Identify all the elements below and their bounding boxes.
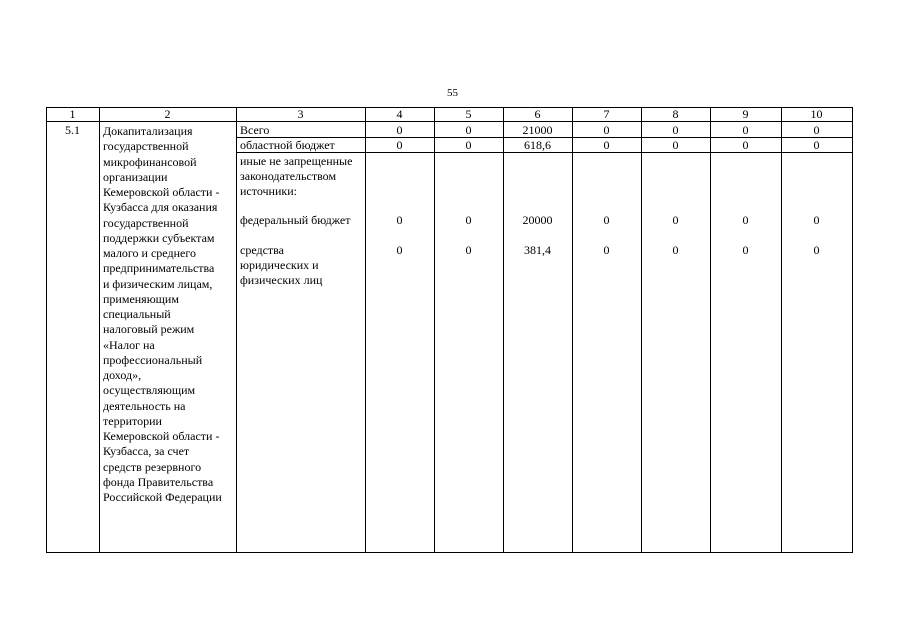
value-cell: 0 [603,243,610,257]
header-cell: 7 [603,107,610,121]
table-border-left [46,107,47,553]
value-cell: 0 [465,123,472,137]
column-divider [641,107,642,553]
value-cell: 21000 [522,123,553,137]
header-cell: 2 [164,107,171,121]
header-cell: 4 [396,107,403,121]
value-cell: 0 [813,243,820,257]
source-label-legal-entities: средства юридических и физических лиц [240,243,323,287]
table-border-bottom [46,552,853,553]
source-label-total: Всего [240,123,270,137]
value-cell: 0 [603,213,610,227]
value-cell: 0 [603,123,610,137]
column-divider [710,107,711,553]
value-cell: 0 [465,138,472,152]
value-cell: 0 [742,213,749,227]
value-cell: 0 [603,138,610,152]
value-cell: 0 [396,213,403,227]
value-cell: 0 [742,123,749,137]
value-cell: 20000 [522,213,553,227]
source-label-federal-budget: федеральный бюджет [240,213,351,227]
column-divider [99,107,100,553]
value-cell: 0 [813,123,820,137]
header-cell: 5 [465,107,472,121]
value-cell: 381,4 [524,243,551,257]
funding-table [46,107,853,553]
value-cell: 0 [672,123,679,137]
header-cell: 3 [297,107,304,121]
value-cell: 0 [396,243,403,257]
value-cell: 0 [742,138,749,152]
column-divider [434,107,435,553]
header-cell: 9 [742,107,749,121]
value-cell: 0 [396,123,403,137]
value-cell: 618,6 [524,138,551,152]
value-cell: 0 [465,243,472,257]
header-cell: 8 [672,107,679,121]
column-divider [572,107,573,553]
header-cell: 6 [534,107,541,121]
table-border-right [852,107,853,553]
value-cell: 0 [465,213,472,227]
source-label-other-sources: иные не запрещенные законодательством источники: [240,154,353,198]
value-cell: 0 [672,243,679,257]
value-cell: 0 [813,138,820,152]
column-divider [781,107,782,553]
value-cell: 0 [742,243,749,257]
header-cell: 1 [69,107,76,121]
source-label-regional-budget: областной бюджет [240,138,335,152]
header-cell: 10 [810,107,823,121]
page-number: 55 [447,87,458,99]
value-cell: 0 [672,213,679,227]
row-number: 5.1 [65,123,80,137]
value-cell: 0 [672,138,679,152]
column-divider [503,107,504,553]
value-cell: 0 [396,138,403,152]
value-cell: 0 [813,213,820,227]
row-description: Докапитализация государственной микрофинансовой организации Кемеровской области - Кузбасса для оказания государственной поддержки субъектам малого и среднего предпринимательства и физическим лицам, применяющим специальный налоговый режим «Налог на профессиональный доход», осуществляющим деятельность на территории Кемеровской области - Кузбасса, за счет средств резервного фонда Правительства Российской Федерации [103,124,222,504]
